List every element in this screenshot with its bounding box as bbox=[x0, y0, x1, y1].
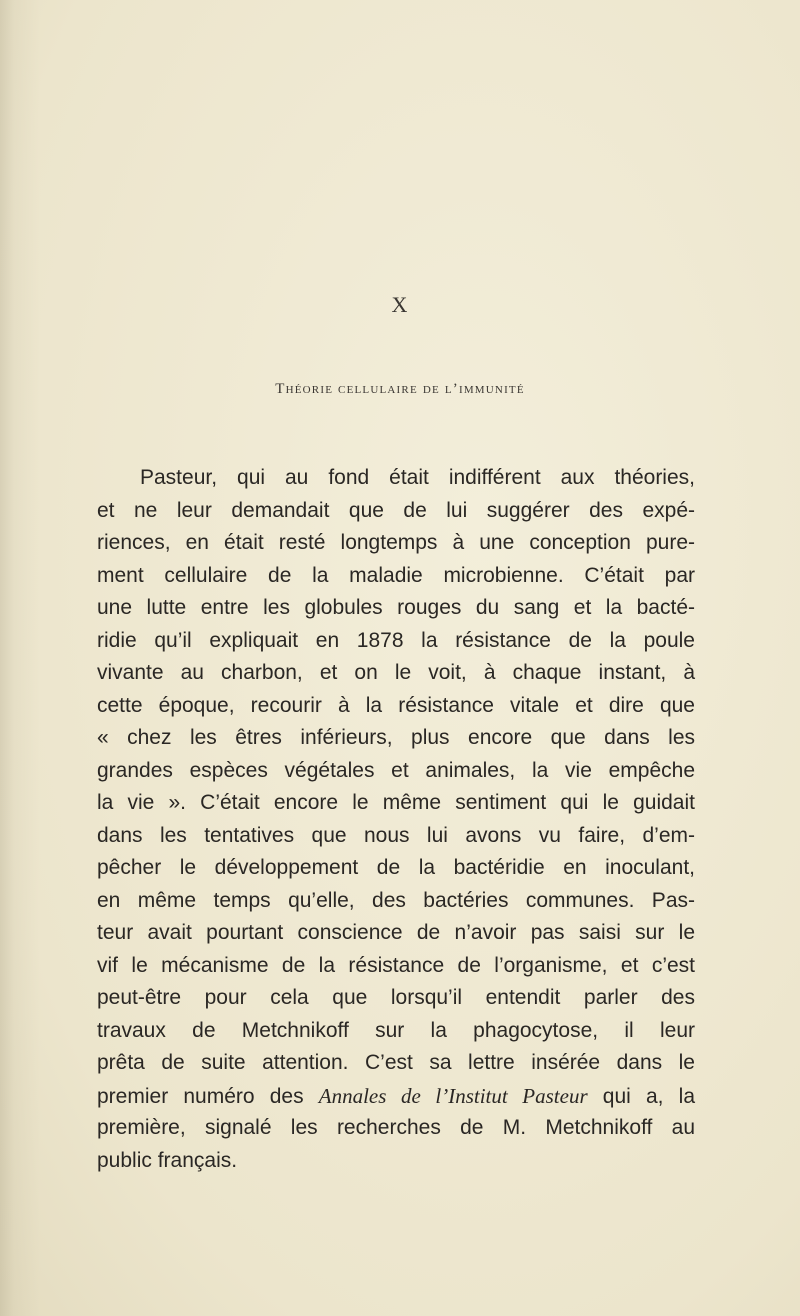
text-line: teur avait pourtant conscience de n’avoir pas saisi sur le bbox=[97, 921, 695, 944]
text-fragment: premier numéro des bbox=[97, 1084, 319, 1108]
text-line: travaux de Metchnikoff sur la phagocytose, il leur bbox=[97, 1018, 695, 1042]
body-paragraph bbox=[97, 462, 695, 1177]
text-line: vivante au charbon, et on le voit, à chaque instant, à bbox=[97, 661, 695, 684]
text-line: ridie qu’il expliquait en 1878 la résistance de la poule bbox=[97, 628, 695, 652]
text-line: riences, en était resté longtemps à une conception pure- bbox=[97, 531, 695, 554]
text-line: une lutte entre les globules rouges du sang et la bacté- bbox=[97, 596, 695, 619]
text-line: grandes espèces végétales et animales, la vie empêche bbox=[97, 758, 695, 782]
text-line-with-journal-title bbox=[97, 1080, 695, 1113]
text-line: Pasteur, qui au fond était indifférent aux théories, bbox=[140, 466, 695, 489]
text-line: première, signalé les recherches de M. Metchnikoff au bbox=[97, 1116, 695, 1139]
chapter-number: X bbox=[391, 292, 409, 317]
chapter-title: Théorie cellulaire de l’immunité bbox=[275, 381, 525, 397]
text-line: dans les tentatives que nous lui avons vu faire, d’em- bbox=[97, 823, 695, 847]
text-line: peut-être pour cela que lorsqu’il entendit parler des bbox=[97, 986, 695, 1009]
text-line: cette époque, recourir à la résistance vitale et dire que bbox=[97, 693, 695, 717]
text-line: prêta de suite attention. C’est sa lettre insérée dans le bbox=[97, 1051, 695, 1074]
text-line: et ne leur demandait que de lui suggérer des expé- bbox=[97, 498, 695, 522]
text-line: la vie ». C’était encore le même sentiment qui le guidait bbox=[97, 791, 695, 814]
text-line: ment cellulaire de la maladie microbienne. C’était par bbox=[97, 563, 695, 587]
text-line-last: public français. bbox=[97, 1148, 238, 1172]
text-line: vif le mécanisme de la résistance de l’organisme, et c’est bbox=[97, 953, 695, 977]
text-fragment: qui a, la bbox=[587, 1084, 696, 1108]
text-line: « chez les êtres inférieurs, plus encore que dans les bbox=[97, 726, 695, 749]
journal-title: Annales de l’Institut Pasteur bbox=[318, 1083, 588, 1108]
text-line: pêcher le développement de la bactéridie en inoculant, bbox=[97, 856, 695, 879]
text-line: en même temps qu’elle, des bactéries communes. Pas- bbox=[97, 888, 695, 912]
